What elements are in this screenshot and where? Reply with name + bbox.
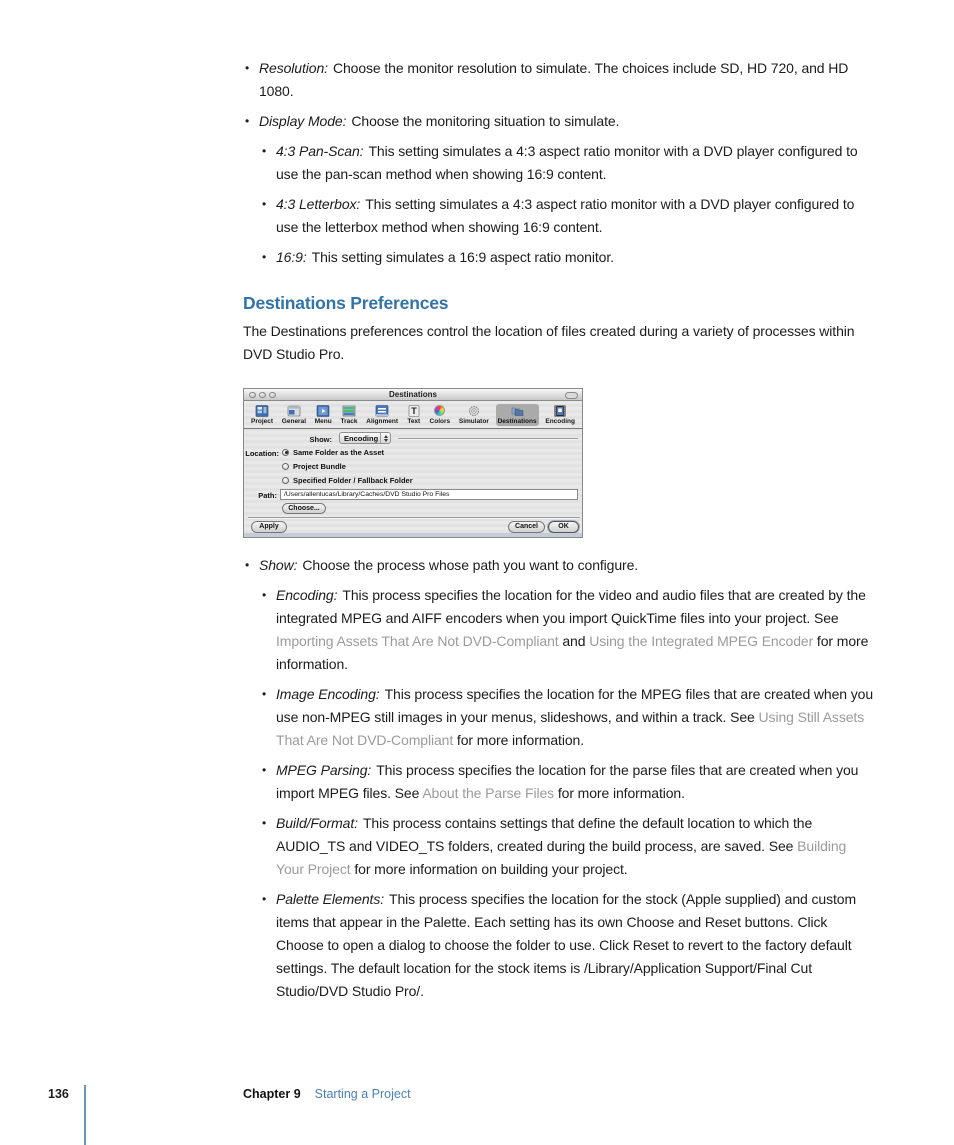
bullet-dot: • <box>245 114 250 128</box>
body-text: for more information. <box>554 785 685 801</box>
body-text: This process contains settings that define the default location to which the AUDIO_TS and VIDEO_TS folders, created during the build process, are saved. See <box>276 815 813 854</box>
bullet-list-top <box>243 57 875 269</box>
body-text: This process specifies the location for the video and audio files that are created by the integrated MPEG and AIFF encoders when you import QuickTime files into your project. See <box>276 587 866 626</box>
encoding-icon <box>553 405 567 417</box>
bullet-dot: • <box>245 558 250 572</box>
term-label: 16:9: <box>276 249 307 265</box>
window-bottom-edge <box>244 533 582 537</box>
show-label: Show: <box>309 435 332 444</box>
term-label: Show: <box>259 557 298 573</box>
toolbar-item-general[interactable] <box>280 404 308 426</box>
toolbar-toggle-button[interactable] <box>565 392 578 399</box>
window-title: Destinations <box>388 390 437 399</box>
toolbar-item-alignment[interactable] <box>364 404 400 426</box>
list-item-text <box>259 557 638 573</box>
list-item-text <box>276 249 614 265</box>
menu-icon <box>316 405 330 417</box>
divider <box>398 438 578 440</box>
toolbar-item-text[interactable] <box>405 404 423 426</box>
cancel-button[interactable]: Cancel <box>508 521 545 533</box>
bullet-dot: • <box>262 250 267 264</box>
list-item-text <box>276 686 873 748</box>
section-heading: Destinations Preferences <box>243 293 449 313</box>
list-item <box>260 812 875 881</box>
body-text: This process specifies the location for the stock (Apple supplied) and custom items that appear in the Palette. Each setting has its own Choose and Reset buttons. Click Choose to open a dialog to choose the folder to use. Click Reset to revert to the factory default settings. The default location for the stock items is /Library/Application Support/Final Cut Studio/DVD Studio Pro/. <box>276 891 857 999</box>
term-label: Image Encoding: <box>276 686 380 702</box>
bullet-dot: • <box>262 197 267 211</box>
toolbar-item-menu[interactable] <box>313 404 334 426</box>
track-icon <box>342 405 356 417</box>
list-item-text <box>276 891 856 999</box>
bullet-dot: • <box>262 892 267 906</box>
toolbar-item-colors[interactable] <box>428 404 453 426</box>
bullet-dot: • <box>262 588 267 602</box>
list-item <box>243 57 875 103</box>
bullet-dot: • <box>262 763 267 777</box>
ok-button[interactable]: OK <box>548 521 579 533</box>
list-item <box>260 140 875 186</box>
location-radio-option[interactable] <box>282 447 384 457</box>
toolbar-item-label: Track <box>340 417 358 425</box>
toolbar-item-label: Menu <box>314 417 332 425</box>
list-item <box>260 193 875 239</box>
body-text: This setting simulates a 16:9 aspect ratio monitor. <box>311 249 614 265</box>
body-text: Choose the monitor resolution to simulate. The choices include SD, HD 720, and HD 1080. <box>259 60 849 99</box>
bullet-dot: • <box>262 144 267 158</box>
list-item <box>260 683 875 752</box>
general-icon <box>287 405 301 417</box>
term-label: Build/Format: <box>276 815 358 831</box>
bullet-dot: • <box>262 687 267 701</box>
toolbar-item-simulator[interactable] <box>457 404 491 426</box>
window-titlebar <box>244 389 582 401</box>
cross-reference-link[interactable]: Building Your Project <box>276 838 847 877</box>
footer-rule <box>84 1085 86 1145</box>
chapter-label: Chapter 9 <box>243 1087 301 1101</box>
show-popup[interactable] <box>339 432 391 444</box>
toolbar-item-label: Alignment <box>366 417 399 425</box>
destinations-preferences-window <box>243 388 583 538</box>
location-radio-option[interactable] <box>282 461 346 471</box>
body-text: This setting simulates a 4:3 aspect ratio monitor with a DVD player configured to use the pan-scan method when showing 16:9 content. <box>276 143 858 182</box>
cross-reference-link[interactable]: Using Still Assets That Are Not DVD-Compliant <box>276 709 865 748</box>
close-button[interactable] <box>249 392 256 399</box>
radio-button-icon[interactable] <box>282 463 289 470</box>
toolbar-item-label: Colors <box>429 417 451 425</box>
term-label: Resolution: <box>259 60 328 76</box>
path-label: Path: <box>258 491 277 500</box>
list-item-text <box>276 762 858 801</box>
body-text: This process specifies the location for the parse files that are created when you import MPEG files. See <box>276 762 859 801</box>
body-text: for more information. <box>276 633 869 672</box>
toolbar-item-label: Text <box>407 417 421 425</box>
body-text: This process specifies the location for the MPEG files that are created when you use non-MPEG still images in your menus, slideshows, and within a track. See <box>276 686 874 725</box>
body-text: This setting simulates a 4:3 aspect ratio monitor with a DVD player configured to use the letterbox method when showing 16:9 content. <box>276 196 855 235</box>
term-label: Encoding: <box>276 587 338 603</box>
toolbar-item-encoding[interactable] <box>543 404 577 426</box>
list-item-text <box>259 60 848 99</box>
list-item-text <box>276 815 846 877</box>
toolbar-item-track[interactable] <box>339 404 360 426</box>
zoom-button[interactable] <box>269 392 276 399</box>
project-icon <box>255 405 269 417</box>
body-text: and <box>558 633 590 649</box>
show-popup-value: Encoding <box>344 434 379 443</box>
toolbar-item-label: General <box>281 417 307 425</box>
toolbar-item-destinations[interactable] <box>496 404 539 426</box>
path-field[interactable]: /Users/allenlucas/Library/Caches/DVD Studio Pro Files <box>280 489 578 500</box>
apply-button[interactable]: Apply <box>251 521 287 533</box>
popup-arrows-icon <box>380 433 390 443</box>
list-item <box>243 554 875 577</box>
svg-text:T: T <box>411 405 417 416</box>
term-label: 4:3 Pan-Scan: <box>276 143 364 159</box>
cross-reference-link[interactable]: Importing Assets That Are Not DVD-Compliant <box>276 633 559 649</box>
simulator-icon <box>467 405 481 417</box>
term-label: Display Mode: <box>259 113 347 129</box>
term-label: MPEG Parsing: <box>276 762 372 778</box>
list-item <box>260 584 875 676</box>
list-item <box>260 759 875 805</box>
body-text: for more information. <box>453 732 584 748</box>
list-item-text <box>276 196 854 235</box>
alignment-icon <box>375 405 389 417</box>
term-label: Palette Elements: <box>276 891 385 907</box>
minimize-button[interactable] <box>259 392 266 399</box>
list-item <box>260 246 875 269</box>
choose-button[interactable]: Choose... <box>282 503 326 514</box>
colors-icon <box>433 405 447 417</box>
list-item <box>260 888 875 1003</box>
list-item-text <box>259 113 619 129</box>
radio-label: Project Bundle <box>293 461 346 471</box>
radio-label: Same Folder as the Asset <box>293 447 385 457</box>
location-radio-option[interactable] <box>282 475 413 485</box>
cross-reference-link[interactable]: About the Parse Files <box>422 785 555 801</box>
radio-label: Specified Folder / Fallback Folder <box>293 475 413 485</box>
bullet-dot: • <box>245 61 250 75</box>
bullet-dot: • <box>262 816 267 830</box>
radio-button-icon[interactable] <box>282 449 289 456</box>
list-item-text <box>276 143 858 182</box>
toolbar-item-label: Encoding <box>545 417 575 425</box>
list-item-text <box>276 587 868 672</box>
page-number: 136 <box>48 1087 69 1101</box>
toolbar-item-project[interactable] <box>249 404 275 426</box>
chapter-link[interactable]: Starting a Project <box>314 1087 411 1101</box>
term-label: 4:3 Letterbox: <box>276 196 361 212</box>
section-intro: The Destinations preferences control the location of files created during a variety of processes within DVD Studio Pro. <box>243 323 855 362</box>
body-text: for more information on building your project. <box>350 861 628 877</box>
list-item <box>243 110 875 133</box>
dialog-body <box>244 429 582 537</box>
text-icon <box>407 405 421 417</box>
divider <box>248 517 580 519</box>
bullet-list-bottom <box>243 554 875 1003</box>
body-text: Choose the monitoring situation to simulate. <box>351 113 620 129</box>
destinations-icon <box>510 405 524 417</box>
body-text: Choose the process whose path you want to configure. <box>302 557 639 573</box>
toolbar-item-label: Simulator <box>458 417 489 425</box>
preferences-toolbar <box>244 401 582 429</box>
toolbar-item-label: Project <box>251 417 274 425</box>
cross-reference-link[interactable]: Using the Integrated MPEG Encoder <box>589 633 814 649</box>
location-label: Location: <box>245 449 279 458</box>
toolbar-item-label: Destinations <box>497 417 537 425</box>
radio-button-icon[interactable] <box>282 477 289 484</box>
footer <box>243 1087 411 1101</box>
